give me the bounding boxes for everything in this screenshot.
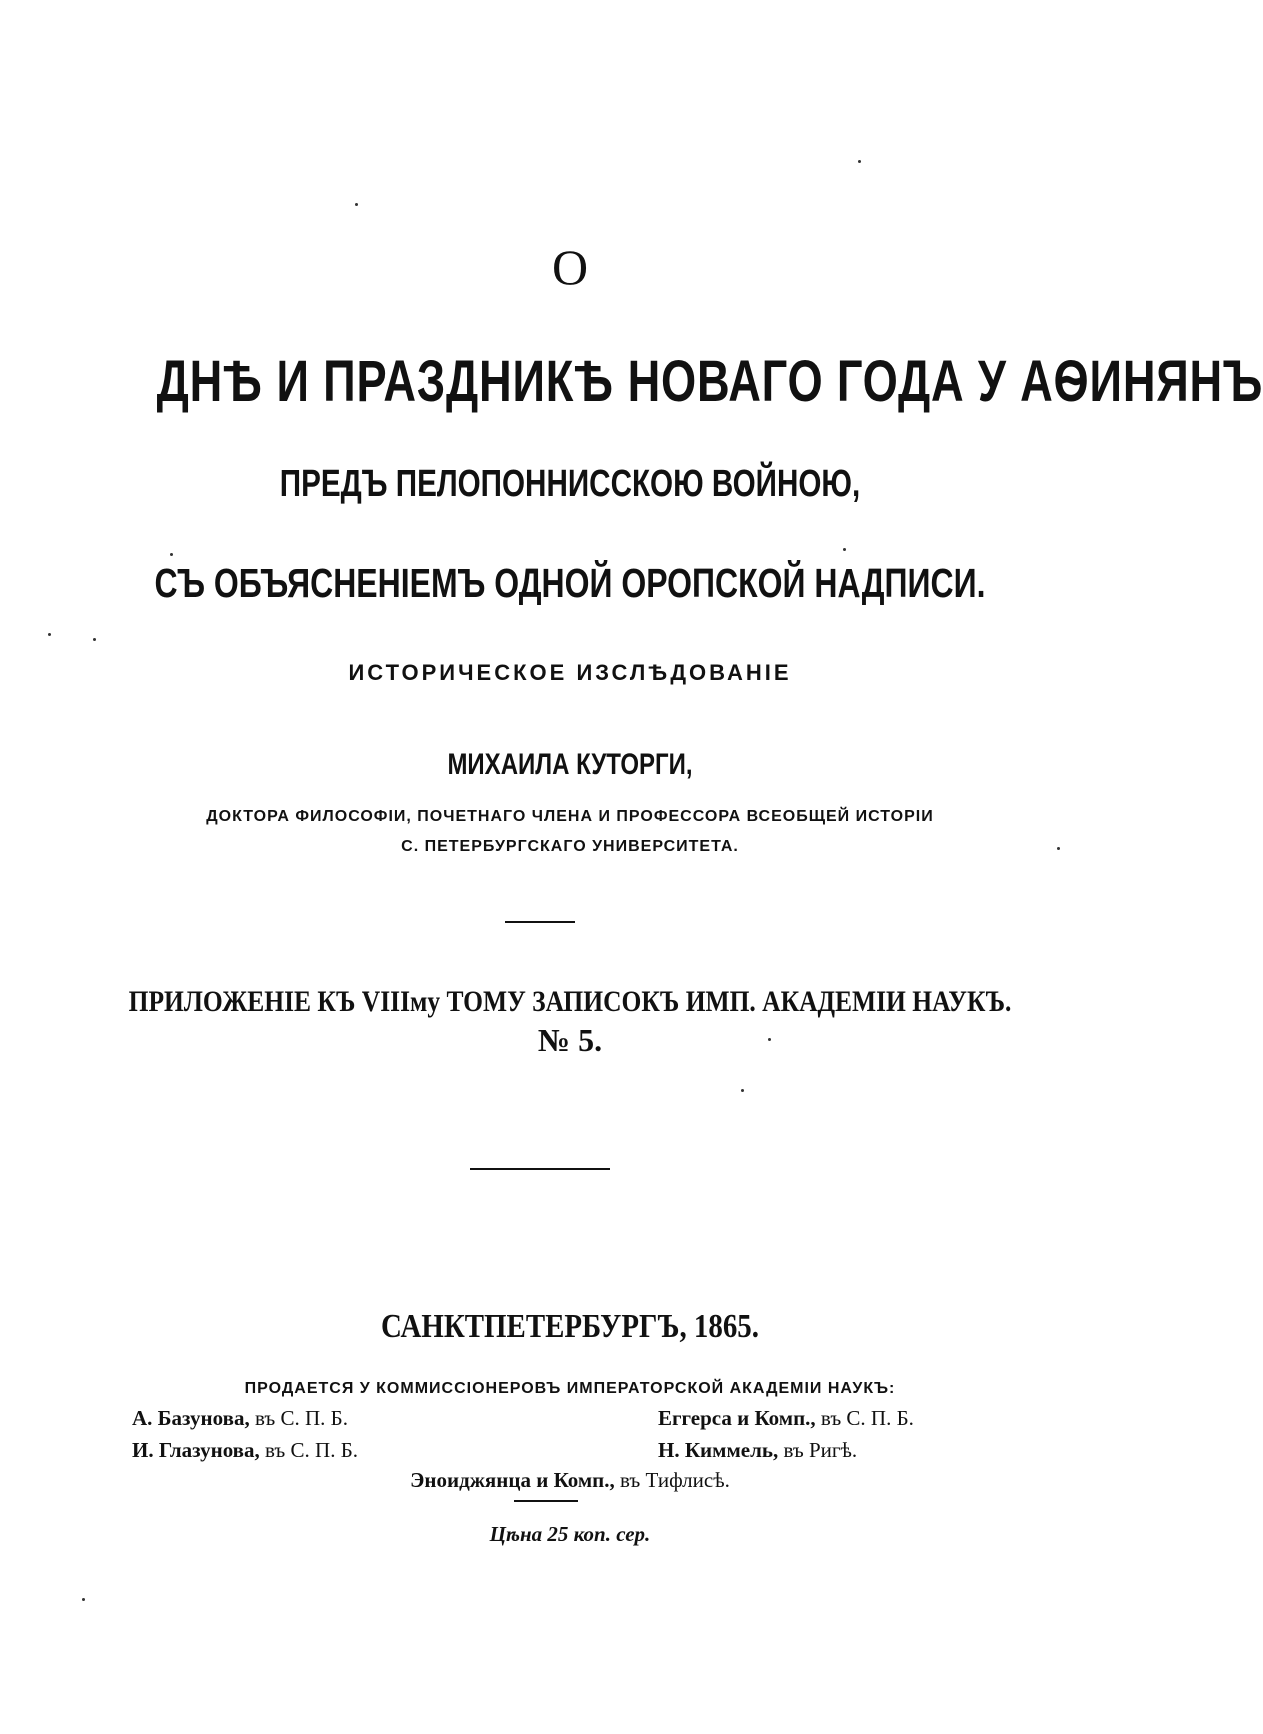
author-credentials-line-1: ДОКТОРА ФИЛОСОФІИ, ПОЧЕТНАГО ЧЛЕНА И ПРОФЕССОРА ВСЕОБЩЕЙ ИСТОРІИ — [206, 808, 934, 825]
scan-speck — [1057, 847, 1060, 850]
scan-speck — [82, 1598, 85, 1601]
appendix-note: ПРИЛОЖЕНІЕ КЪ VIIIму ТОМУ ЗАПИСОКЪ ИМП. АКАДЕМІИ НАУКЪ. — [128, 985, 1012, 1018]
seller-name: Н. Киммель, — [658, 1438, 779, 1462]
subtitle-1: ПРЕДЪ ПЕЛОПОННИССКОЮ ВОЙНОЮ, — [279, 463, 861, 505]
divider-rule — [470, 1168, 610, 1170]
scan-speck — [48, 633, 51, 636]
scan-speck — [741, 1089, 744, 1092]
price: Цѣна 25 коп. сер. — [489, 1522, 651, 1546]
seller-name: Еггерса и Комп., — [658, 1406, 816, 1430]
seller-entry — [132, 1438, 358, 1463]
seller-entry — [132, 1406, 348, 1431]
scan-speck — [768, 1038, 771, 1041]
seller-place: въ С. П. Б. — [815, 1406, 914, 1430]
seller-place: въ С. П. Б. — [259, 1438, 359, 1462]
scan-speck — [170, 553, 173, 556]
scan-speck — [93, 638, 96, 641]
seller-place: въ Ригѣ. — [778, 1438, 858, 1462]
sold-by-label: ПРОДАЕТСЯ У КОММИССІОНЕРОВЪ ИМПЕРАТОРСКОЙ АКАДЕМІИ НАУКЪ: — [244, 1380, 896, 1397]
scan-speck — [355, 203, 358, 206]
author-name: МИХАИЛА КУТОРГИ, — [447, 748, 693, 781]
seller-entry — [0, 1468, 1140, 1493]
issue-number: № 5. — [537, 1022, 603, 1058]
seller-place: въ С. П. Б. — [249, 1406, 348, 1430]
subtitle-2: СЪ ОБЪЯСНЕНІЕМЪ ОДНОЙ ОРОПСКОЙ НАДПИСИ. — [154, 560, 986, 606]
seller-entry — [658, 1438, 857, 1463]
seller-place: въ Тифлисѣ. — [614, 1468, 730, 1492]
author-credentials-line-2: С. ПЕТЕРБУРГСКАГО УНИВЕРСИТЕТА. — [401, 838, 739, 855]
genre-label: ИСТОРИЧЕСКОЕ ИЗСЛѢДОВАНІЕ — [348, 660, 792, 685]
place-and-year: САНКТПЕТЕРБУРГЪ, 1865. — [381, 1308, 759, 1345]
main-title: ДНѢ И ПРАЗДНИКѢ НОВАГО ГОДА У АѲИНЯНЪ — [156, 349, 1263, 414]
scan-speck — [843, 548, 846, 551]
preposition: О — [551, 239, 589, 295]
seller-name: Эноиджянца и Комп., — [410, 1468, 615, 1492]
scan-speck — [858, 160, 861, 163]
seller-name: И. Глазунова, — [132, 1438, 260, 1462]
divider-rule — [514, 1500, 578, 1502]
divider-rule — [505, 921, 575, 923]
seller-name: А. Базунова, — [132, 1406, 250, 1430]
seller-entry — [658, 1406, 914, 1431]
